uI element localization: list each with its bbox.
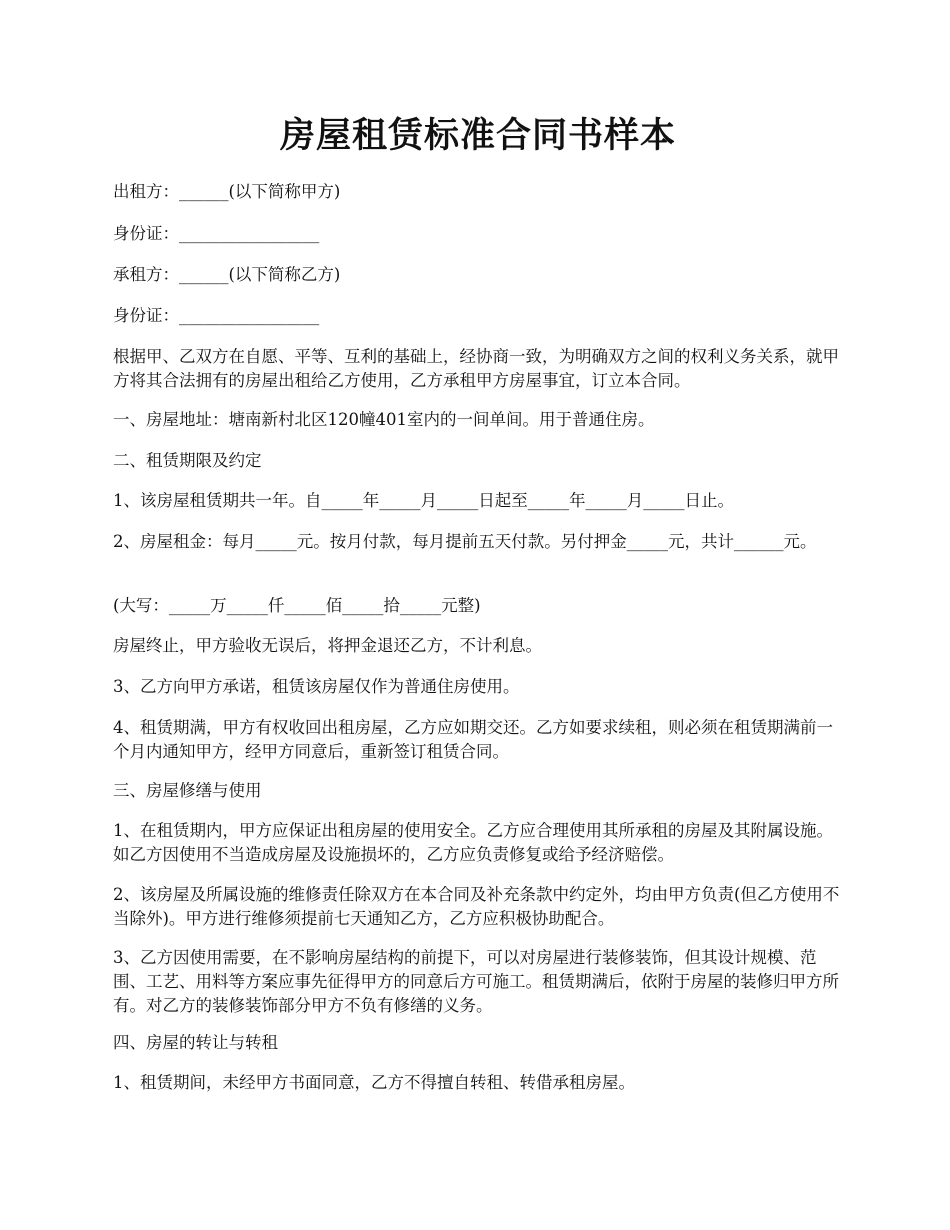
paragraph-lessee: 承租方：______(以下简称乙方) — [113, 265, 341, 284]
paragraph-deposit-return: 房屋终止，甲方验收无误后，将押金退还乙方，不计利息。 — [113, 636, 542, 655]
paragraph-lessor-id: 身份证：_________________ — [113, 224, 320, 243]
paragraph-lease-expiry: 4、租赁期满，甲方有权收回出租房屋，乙方应如期交还。乙方如要求续租，则必须在租赁期满前一个月内通知甲方，经甲方同意后，重新签订租赁合同。 — [113, 718, 833, 761]
paragraph-usage-promise: 3、乙方向甲方承诺，租赁该房屋仅作为普通住房使用。 — [113, 677, 520, 696]
paragraph-lease-term: 1、该房屋租赁期共一年。自_____年_____月_____日起至_____年_____月_____日止。 — [113, 491, 734, 510]
paragraph-repair-2: 2、该房屋及所属设施的维修责任除双方在本合同及补充条款中约定外，均由甲方负责(但乙方使用不当除外)。甲方进行维修须提前七天通知乙方，乙方应积极协助配合。 — [113, 885, 840, 928]
paragraph-section-1-address: 一、房屋地址：塘南新村北区120幢401室内的一间单间。用于普通住房。 — [113, 410, 655, 429]
paragraph-rent-in-words: (大写：_____万_____仟_____佰_____拾_____元整) — [113, 596, 481, 615]
paragraph-rent: 2、房屋租金：每月_____元。按月付款，每月提前五天付款。另付押金_____元，共计______元。 — [113, 532, 817, 551]
paragraph-preamble: 根据甲、乙双方在自愿、平等、互利的基础上，经协商一致，为明确双方之间的权利义务关系，就甲方将其合法拥有的房屋出租给乙方使用，乙方承租甲方房屋事宜，订立本合同。 — [113, 347, 839, 390]
paragraph-lessor: 出租方：______(以下简称甲方) — [113, 182, 341, 201]
document-title: 房屋租赁标准合同书样本 — [279, 115, 676, 156]
paragraph-sublet: 1、租赁期间，未经甲方书面同意，乙方不得擅自转租、转借承租房屋。 — [113, 1073, 635, 1092]
section-heading-4: 四、房屋的转让与转租 — [113, 1033, 278, 1052]
paragraph-repair-1: 1、在租赁期内，甲方应保证出租房屋的使用安全。乙方应合理使用其所承租的房屋及其附属设施。如乙方因使用不当造成房屋及设施损坏的，乙方应负责修复或给予经济赔偿。 — [113, 821, 833, 864]
paragraph-repair-3: 3、乙方因使用需要，在不影响房屋结构的前提下，可以对房屋进行装修装饰，但其设计规模、范围、工艺、用料等方案应事先征得甲方的同意后方可施工。租赁期满后，依附于房屋的装修归甲方所有。对乙方的装修装饰部分甲方不负有修缮的义务。 — [113, 948, 839, 1015]
paragraph-lessee-id: 身份证：_________________ — [113, 306, 320, 325]
section-heading-3: 三、房屋修缮与使用 — [113, 781, 262, 800]
section-heading-2: 二、租赁期限及约定 — [113, 451, 262, 470]
